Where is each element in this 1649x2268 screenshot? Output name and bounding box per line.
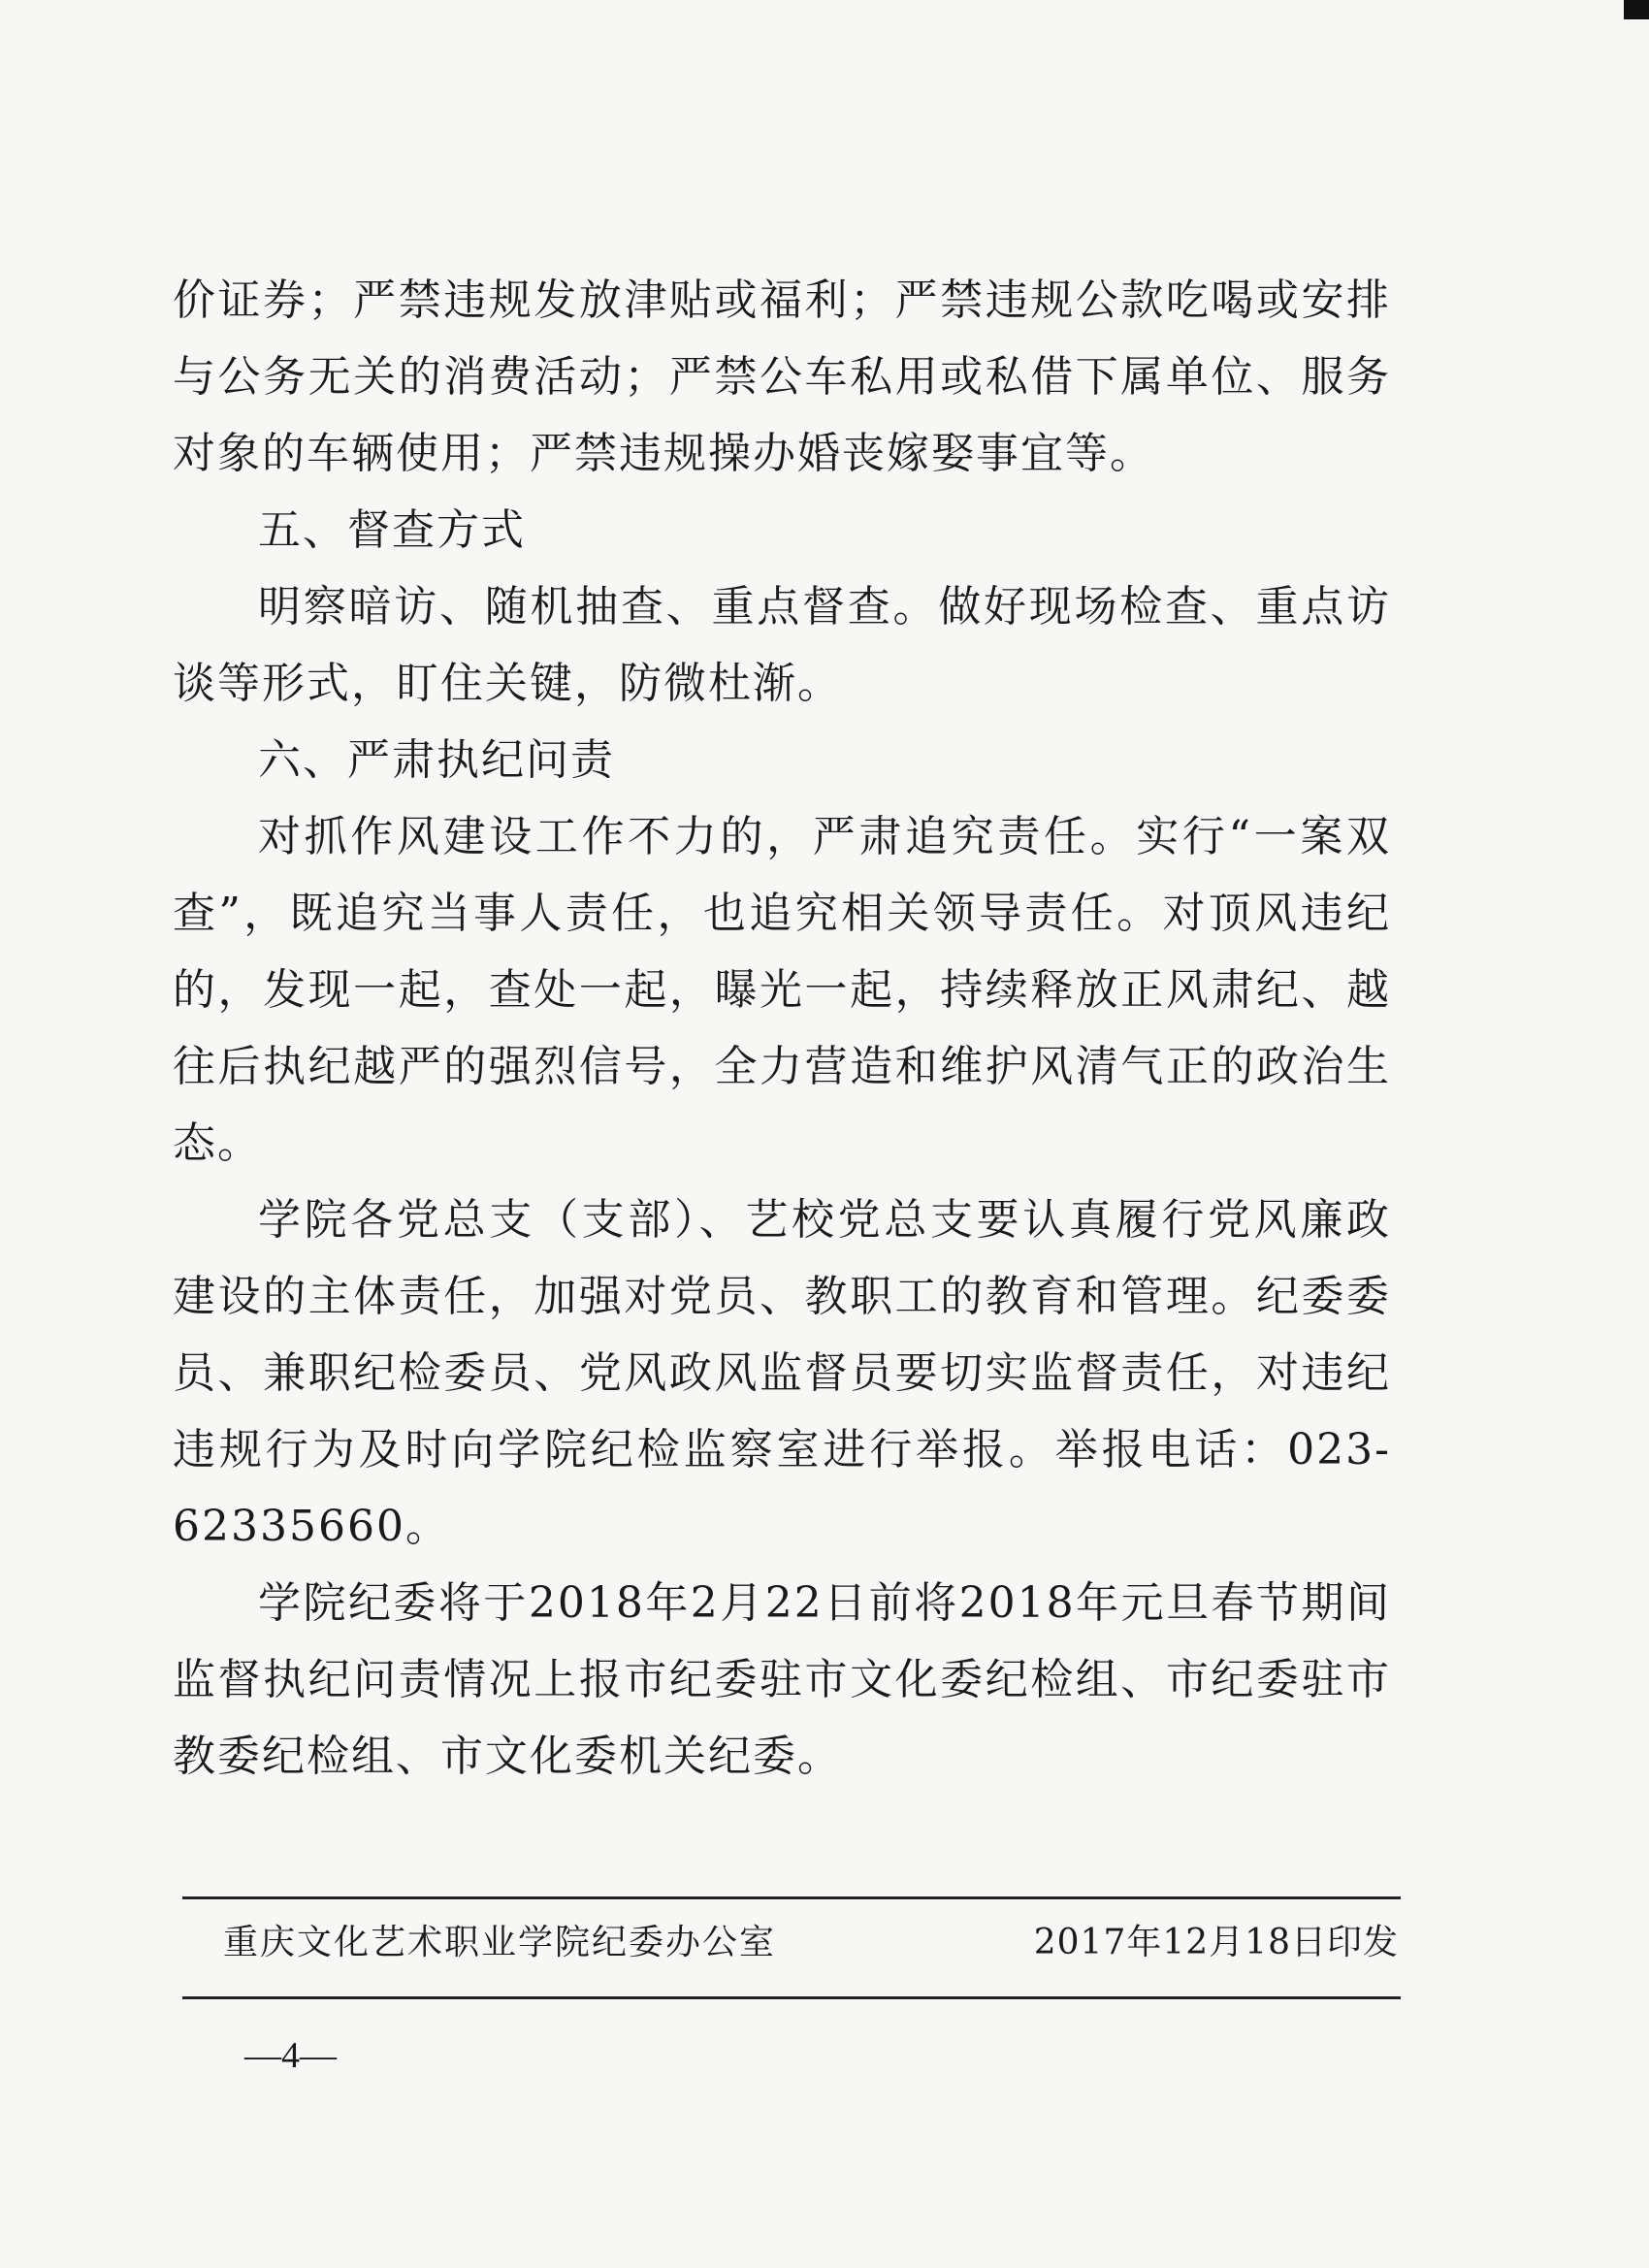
page-number: —4—	[244, 2035, 337, 2076]
paragraph-continuation: 价证券；严禁违规发放津贴或福利；严禁违规公款吃喝或安排与公务无关的消费活动；严禁公车私用或私借下属单位、服务对象的车辆使用；严禁违规操办婚丧嫁娶事宜等。	[173, 275, 1391, 478]
section-heading-accountability: 六、严肃执纪问责	[258, 735, 615, 785]
document-body	[173, 262, 1391, 1795]
footer-rule-top	[182, 1896, 1401, 1899]
footer-rule-bottom	[182, 1996, 1401, 1999]
section-heading-supervision-method: 五、督查方式	[258, 505, 526, 555]
footer-issuer: 重庆文化艺术职业学院纪委办公室	[223, 1923, 777, 1962]
paragraph-party-responsibility: 学院各党总支（支部）、艺校党总支要认真履行党风廉政建设的主体责任，加强对党员、教职工的教育和管理。纪委委员、兼职纪检委员、党风政风监督员要切实监督责任，对违纪违规行为及时向学院纪检监察室进行举报。举报电话：023-62335660。	[173, 1195, 1391, 1551]
footer-issue-date: 2017年12月18日印发	[1033, 1923, 1399, 1962]
paragraph-accountability: 对抓作风建设工作不力的，严肃追究责任。实行“一案双查”，既追究当事人责任，也追究相关领导责任。对顶风违纪的，发现一起，查处一起，曝光一起，持续释放正风肃纪、越往后执纪越严的强烈信号，全力营造和维护风清气正的政治生态。	[173, 812, 1391, 1168]
scan-edge-mark	[1624, 0, 1649, 19]
paragraph-supervision-method: 明察暗访、随机抽查、重点督查。做好现场检查、重点访谈等形式，盯住关键，防微杜渐。	[173, 582, 1391, 708]
paragraph-reporting: 学院纪委将于2018年2月22日前将2018年元旦春节期间监督执纪问责情况上报市纪委驻市文化委纪检组、市纪委驻市教委纪检组、市文化委机关纪委。	[173, 1578, 1391, 1781]
